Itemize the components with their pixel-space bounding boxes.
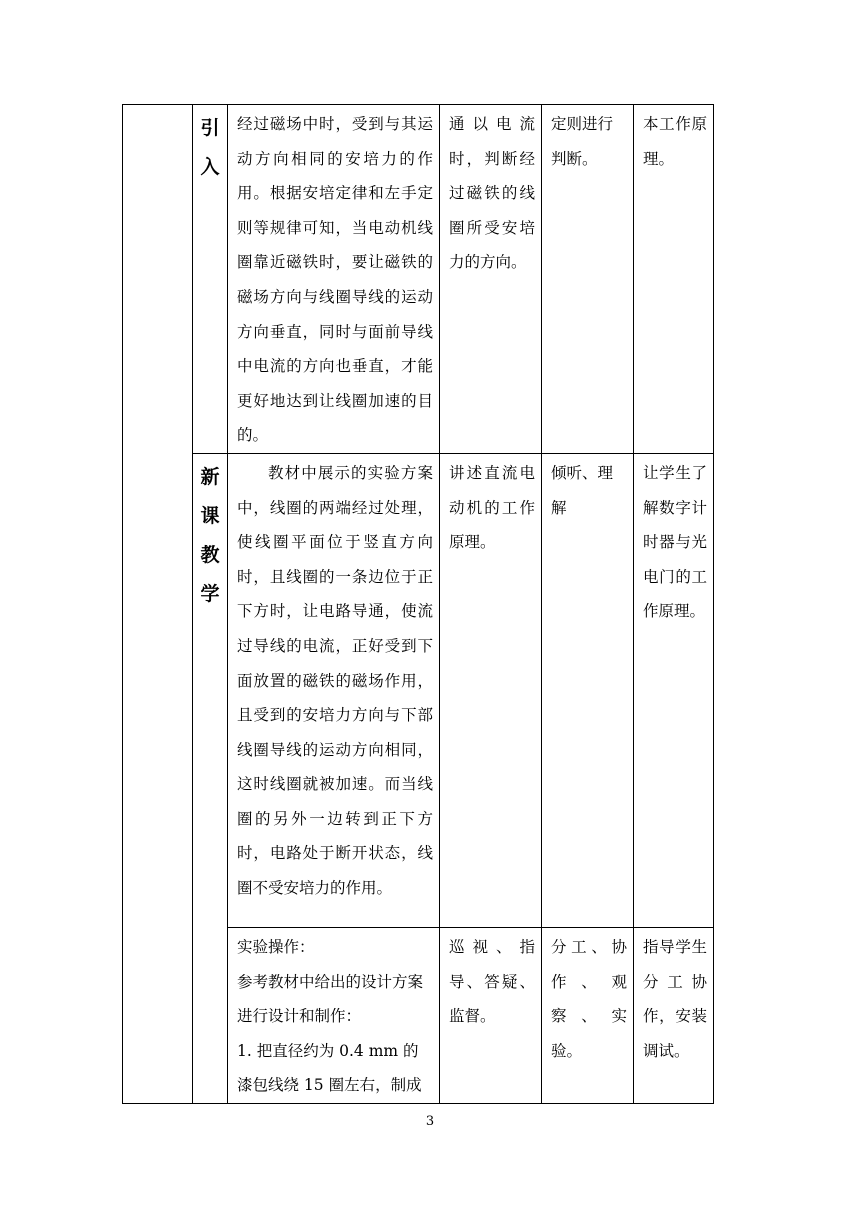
content-paragraph: 参考教材中给出的设计方案进行设计和制作： — [237, 972, 424, 1026]
student-activity-cell: 定则进行判断。 — [542, 105, 634, 454]
content-paragraph: 1. 把直径约为 0.4 mm 的漆包线绕 15 圈左右，制成 — [237, 1041, 422, 1095]
student-activity-cell: 倾听、理解 — [542, 453, 634, 927]
stage-cell — [193, 105, 228, 454]
table-row — [123, 105, 714, 454]
content-cell — [228, 105, 440, 454]
lesson-plan-table — [122, 104, 714, 1104]
teacher-activity-cell: 通以电流时，判断经过磁铁的线圈所受安培力的方向。 — [440, 105, 542, 454]
content-paragraph: 实验操作： — [237, 937, 315, 956]
page-number: 3 — [425, 1114, 435, 1129]
teacher-activity-cell: 巡视、指导、答疑、监督。 — [440, 927, 542, 1103]
table-row — [123, 453, 714, 927]
blank-cell — [123, 105, 193, 1104]
design-intent-cell: 本工作原理。 — [634, 105, 714, 454]
teacher-activity-cell: 讲述直流电动机的工作原理。 — [440, 453, 542, 927]
stage-char: 入 — [200, 156, 220, 178]
stage-char: 教 — [200, 543, 220, 566]
stage-char: 新 — [200, 465, 220, 488]
stage-cell — [193, 453, 228, 1103]
stage-char: 学 — [200, 582, 220, 605]
stage-char: 引 — [200, 117, 220, 139]
student-activity-cell: 分工、协作、观察、实验。 — [542, 927, 634, 1103]
content-cell — [228, 927, 440, 1103]
design-intent-cell: 让学生了解数字计时器与光电门的工作原理。 — [634, 453, 714, 927]
stage-char: 课 — [200, 504, 220, 527]
content-paragraph: 经过磁场中时，受到与其运动方向相同的安培力的作用。根据安培定律和左手定则等规律可知，当电动机线圈靠近磁铁时，要让磁铁的磁场方向与线圈导线的运动方向垂直，同时与面前导线中电流的方向也垂直，才能更好地达到让线圈加速的目的。 — [237, 115, 433, 445]
content-paragraph: 教材中展示的实验方案中，线圈的两端经过处理，使线圈平面位于竖直方向时，且线圈的一条边位于正下方时，让电路导通，使流过导线的电流，正好受到下面放置的磁铁的磁场作用，且受到的安培力方向与下部线圈导线的运动方向相同，这时线圈就被加速。而当线圈的另外一边转到正下方时，电路处于断开状态，线圈不受安培力的作用。 — [237, 463, 433, 898]
content-cell — [228, 453, 440, 927]
design-intent-cell: 指导学生分工协作，安装调试。 — [634, 927, 714, 1103]
